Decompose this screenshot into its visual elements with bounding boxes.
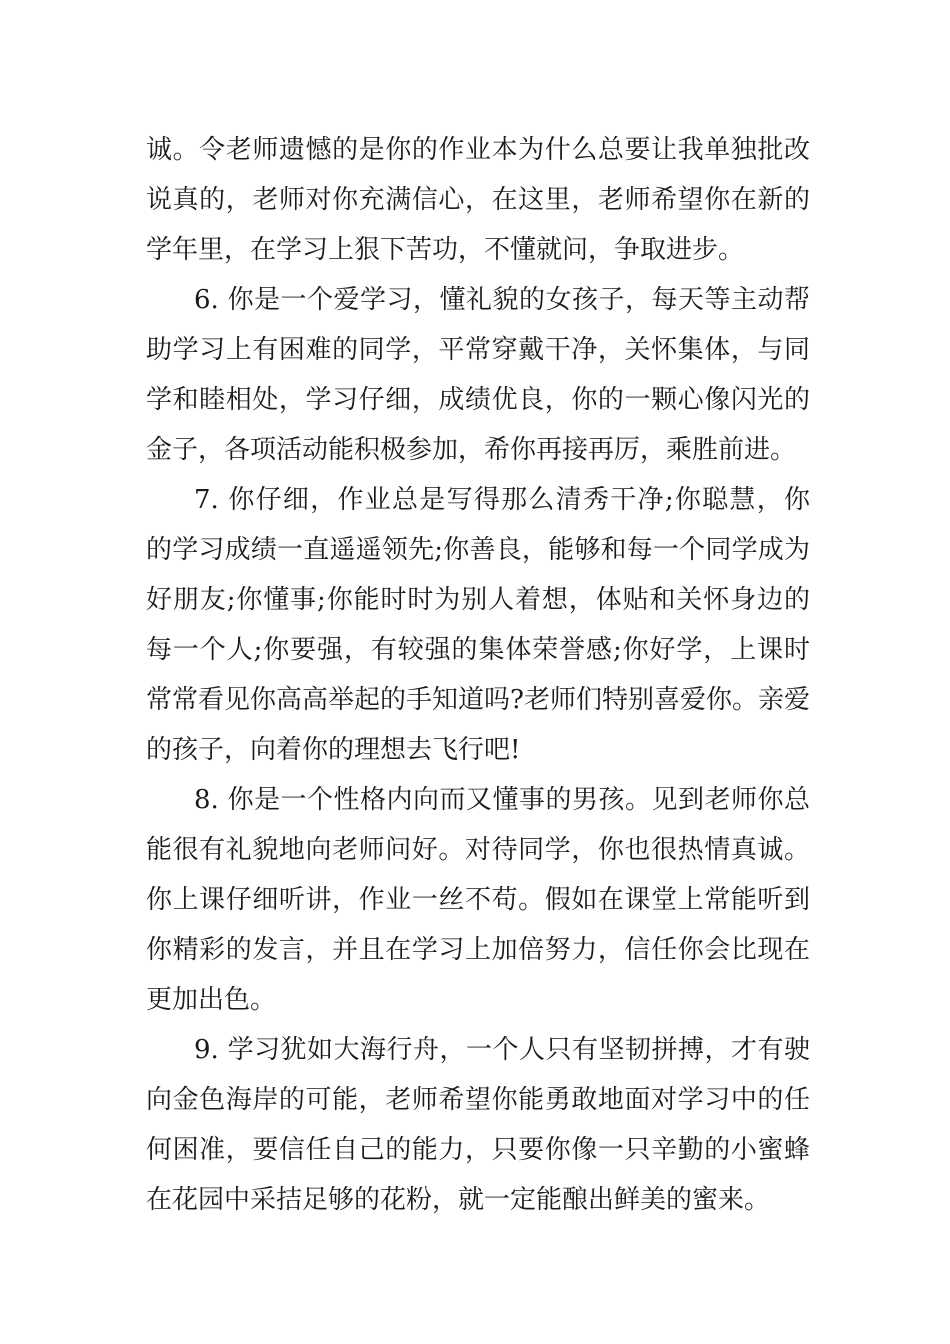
text-line: 何困准，要信任自己的能力，只要你像一只辛勤的小蜜蜂 [146, 1135, 810, 1165]
text-line: 你上课仔细听讲，作业一丝不苟。假如在课堂上常能听到 [146, 885, 810, 915]
text-line: 金子，各项活动能积极参加，希你再接再厉，乘胜前进。 [146, 435, 797, 465]
text-line: 9. 学习犹如大海行舟，一个人只有坚韧拼搏，才有驶 [194, 1035, 810, 1065]
text-line: 好朋友;你懂事;你能时时为别人着想，体贴和关怀身边的 [146, 585, 810, 615]
text-line: 能很有礼貌地向老师问好。对待同学，你也很热情真诚。 [146, 835, 810, 865]
text-line: 的学习成绩一直遥遥领先;你善良，能够和每一个同学成为 [146, 535, 810, 565]
text-line: 说真的，老师对你充满信心，在这里，老师希望你在新的 [146, 185, 810, 215]
text-line: 的孩子，向着你的理想去飞行吧! [146, 735, 521, 765]
text-line: 你精彩的发言，并且在学习上加倍努力，信任你会比现在 [146, 935, 810, 965]
text-line: 更加出色。 [146, 985, 277, 1015]
text-line: 常常看见你高高举起的手知道吗?老师们特别喜爱你。亲爱 [146, 685, 810, 715]
text-line: 向金色海岸的可能，老师希望你能勇敢地面对学习中的任 [146, 1085, 810, 1115]
text-line: 在花园中采拮足够的花粉，就一定能酿出鲜美的蜜来。 [146, 1185, 771, 1215]
text-line: 8. 你是一个性格内向而又懂事的男孩。见到老师你总 [194, 785, 810, 815]
text-line: 每一个人;你要强，有较强的集体荣誉感;你好学，上课时 [146, 635, 810, 665]
text-line: 助学习上有困难的同学，平常穿戴干净，关怀集体，与同 [146, 335, 810, 365]
text-line: 6. 你是一个爱学习，懂礼貌的女孩子，每天等主动帮 [194, 285, 810, 315]
text-line: 学年里，在学习上狠下苦功，不懂就问，争取进步。 [146, 235, 745, 265]
text-line: 7. 你仔细，作业总是写得那么清秀干净;你聪慧，你 [194, 485, 810, 515]
text-line: 诚。令老师遗憾的是你的作业本为什么总要让我单独批改 [146, 135, 810, 165]
text-line: 学和睦相处，学习仔细，成绩优良，你的一颗心像闪光的 [146, 385, 810, 415]
